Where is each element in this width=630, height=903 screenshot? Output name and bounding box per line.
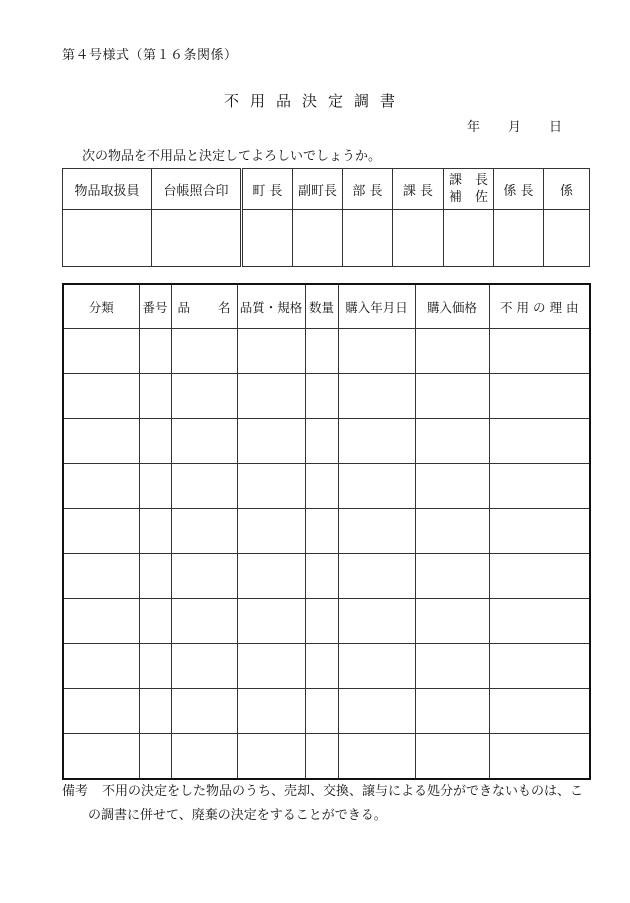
item-cell[interactable] <box>338 734 415 780</box>
item-cell[interactable] <box>237 734 305 780</box>
header-ledger-seal: 台帳照合印 <box>152 169 242 210</box>
intro-text: 次の物品を不用品と決定してよろしいでしょうか。 <box>82 149 382 164</box>
item-cell[interactable] <box>139 509 171 554</box>
item-cell[interactable] <box>237 464 305 509</box>
item-cell[interactable] <box>415 419 489 464</box>
table-row <box>63 329 590 374</box>
item-cell[interactable] <box>338 599 415 644</box>
items-table <box>62 283 591 780</box>
item-cell[interactable] <box>338 374 415 419</box>
item-cell[interactable] <box>415 734 489 780</box>
stamp-cell[interactable] <box>393 210 444 267</box>
item-cell[interactable] <box>63 464 139 509</box>
item-cell[interactable] <box>415 599 489 644</box>
item-cell[interactable] <box>171 374 237 419</box>
table-row <box>63 464 590 509</box>
table-row <box>63 374 590 419</box>
remark-label: 備考 <box>62 784 89 799</box>
item-cell[interactable] <box>338 554 415 599</box>
col-purchase-price: 購入価格 <box>415 284 489 329</box>
item-cell[interactable] <box>489 419 590 464</box>
stamp-cell[interactable] <box>544 210 590 267</box>
item-cell[interactable] <box>305 464 338 509</box>
header-section-deputy: 課 長 補 佐 <box>444 169 494 210</box>
item-cell[interactable] <box>305 554 338 599</box>
item-cell[interactable] <box>63 329 139 374</box>
col-purchase-date: 購入年月日 <box>338 284 415 329</box>
item-cell[interactable] <box>171 689 237 734</box>
remark-line-2: の調書に併せて、廃棄の決定をすることができる。 <box>88 808 387 823</box>
item-cell[interactable] <box>415 509 489 554</box>
header-staff: 係 <box>544 169 590 210</box>
approval-stamp-table <box>62 168 590 267</box>
item-cell[interactable] <box>489 329 590 374</box>
item-cell[interactable] <box>338 419 415 464</box>
col-quantity: 数量 <box>305 284 338 329</box>
remark-note <box>62 780 592 828</box>
header-subsection-chief: 係 長 <box>494 169 544 210</box>
date-day-label: 日 <box>549 120 563 135</box>
item-cell[interactable] <box>139 689 171 734</box>
col-reason: 不 用 の 理 由 <box>489 284 590 329</box>
item-cell[interactable] <box>489 374 590 419</box>
item-cell[interactable] <box>415 644 489 689</box>
stamp-cell[interactable] <box>293 210 343 267</box>
item-cell[interactable] <box>171 329 237 374</box>
col-item-name: 品 名 <box>171 284 237 329</box>
table-row <box>63 554 590 599</box>
item-cell[interactable] <box>305 509 338 554</box>
item-cell[interactable] <box>237 329 305 374</box>
item-cell[interactable] <box>171 554 237 599</box>
table-row <box>63 419 590 464</box>
item-cell[interactable] <box>63 419 139 464</box>
item-cell[interactable] <box>415 689 489 734</box>
item-cell[interactable] <box>63 554 139 599</box>
item-cell[interactable] <box>139 554 171 599</box>
item-cell[interactable] <box>237 644 305 689</box>
stamp-cell[interactable] <box>63 210 152 267</box>
item-cell[interactable] <box>139 419 171 464</box>
col-number: 番号 <box>139 284 171 329</box>
item-cell[interactable] <box>489 599 590 644</box>
item-cell[interactable] <box>171 734 237 780</box>
item-cell[interactable] <box>305 644 338 689</box>
item-cell[interactable] <box>305 734 338 780</box>
item-cell[interactable] <box>63 374 139 419</box>
item-cell[interactable] <box>305 689 338 734</box>
item-cell[interactable] <box>63 734 139 780</box>
item-cell[interactable] <box>171 419 237 464</box>
item-cell[interactable] <box>338 329 415 374</box>
table-row <box>63 599 590 644</box>
item-cell[interactable] <box>171 509 237 554</box>
table-row <box>63 689 590 734</box>
item-cell[interactable] <box>415 464 489 509</box>
stamp-cell[interactable] <box>343 210 393 267</box>
item-cell[interactable] <box>415 374 489 419</box>
stamp-cell[interactable] <box>494 210 544 267</box>
stamp-cell[interactable] <box>444 210 494 267</box>
document-title: 不用品決定調書 <box>223 92 406 110</box>
item-cell[interactable] <box>305 329 338 374</box>
form-number-label: 第４号様式（第１６条関係） <box>62 48 238 63</box>
item-cell[interactable] <box>139 644 171 689</box>
item-cell[interactable] <box>489 509 590 554</box>
table-row <box>63 644 590 689</box>
item-cell[interactable] <box>237 689 305 734</box>
item-cell[interactable] <box>489 734 590 780</box>
item-cell[interactable] <box>139 734 171 780</box>
item-cell[interactable] <box>489 644 590 689</box>
header-section-chief: 課 長 <box>393 169 444 210</box>
item-cell[interactable] <box>305 374 338 419</box>
remark-line-1: 不用の決定をした物品のうち、売却、交換、譲与による処分ができないものは、こ <box>102 784 584 799</box>
item-cell[interactable] <box>489 689 590 734</box>
item-cell[interactable] <box>63 599 139 644</box>
item-cell[interactable] <box>237 374 305 419</box>
col-category: 分類 <box>63 284 139 329</box>
item-cell[interactable] <box>338 644 415 689</box>
item-cell[interactable] <box>171 464 237 509</box>
item-cell[interactable] <box>63 509 139 554</box>
item-cell[interactable] <box>237 509 305 554</box>
table-row <box>63 734 590 780</box>
item-cell[interactable] <box>63 644 139 689</box>
stamp-cell[interactable] <box>152 210 242 267</box>
header-deputy-mayor: 副町長 <box>293 169 343 210</box>
item-cell[interactable] <box>338 464 415 509</box>
date-year-label: 年 <box>467 120 481 135</box>
item-cell[interactable] <box>415 329 489 374</box>
date-month-label: 月 <box>508 120 522 135</box>
table-row <box>63 509 590 554</box>
col-quality-spec: 品質・規格 <box>237 284 305 329</box>
item-cell[interactable] <box>139 329 171 374</box>
item-cell[interactable] <box>305 419 338 464</box>
item-cell[interactable] <box>338 509 415 554</box>
header-department-head: 部 長 <box>343 169 393 210</box>
item-cell[interactable] <box>489 464 590 509</box>
item-cell[interactable] <box>139 374 171 419</box>
item-cell[interactable] <box>338 689 415 734</box>
item-cell[interactable] <box>237 599 305 644</box>
item-cell[interactable] <box>139 464 171 509</box>
item-cell[interactable] <box>237 554 305 599</box>
item-cell[interactable] <box>139 599 171 644</box>
item-cell[interactable] <box>415 554 489 599</box>
item-cell[interactable] <box>171 599 237 644</box>
item-cell[interactable] <box>305 599 338 644</box>
item-cell[interactable] <box>489 554 590 599</box>
item-cell[interactable] <box>171 644 237 689</box>
header-item-handler: 物品取扱員 <box>63 169 152 210</box>
stamp-cell[interactable] <box>242 210 293 267</box>
header-mayor: 町 長 <box>242 169 293 210</box>
item-cell[interactable] <box>63 689 139 734</box>
item-cell[interactable] <box>237 419 305 464</box>
